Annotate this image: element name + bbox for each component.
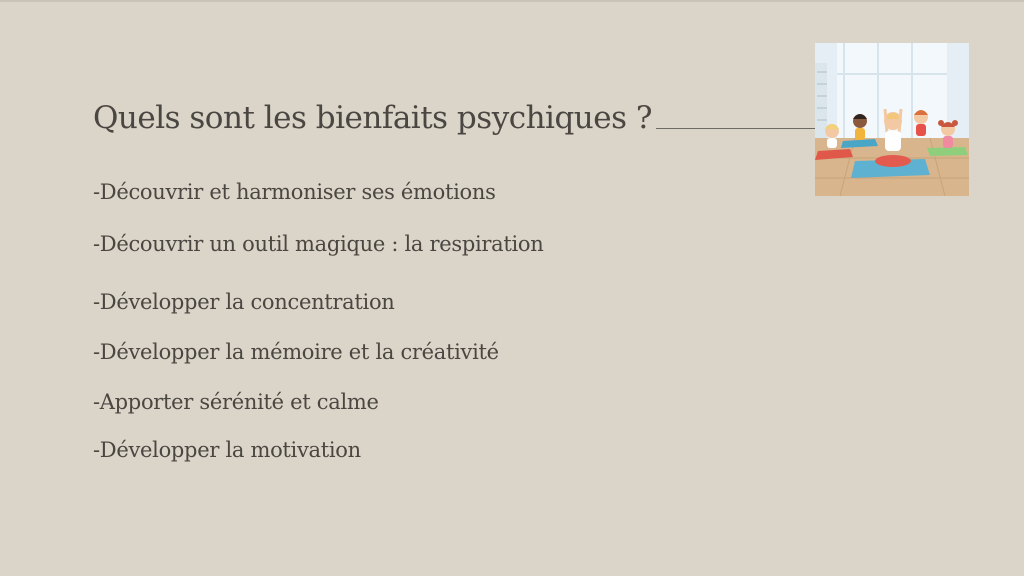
list-item: -Développer la concentration bbox=[93, 290, 395, 314]
title-divider-line bbox=[656, 128, 816, 129]
slide-title: Quels sont les bienfaits psychiques ? bbox=[93, 100, 652, 136]
list-item: -Développer la mémoire et la créativité bbox=[93, 340, 499, 364]
list-item: -Découvrir et harmoniser ses émotions bbox=[93, 180, 496, 204]
list-item: -Apporter sérénité et calme bbox=[93, 390, 379, 414]
slide-top-border bbox=[0, 0, 1024, 2]
list-item: -Découvrir un outil magique : la respiration bbox=[93, 232, 544, 256]
list-item: -Développer la motivation bbox=[93, 438, 361, 462]
kids-yoga-class-illustration bbox=[815, 43, 969, 196]
